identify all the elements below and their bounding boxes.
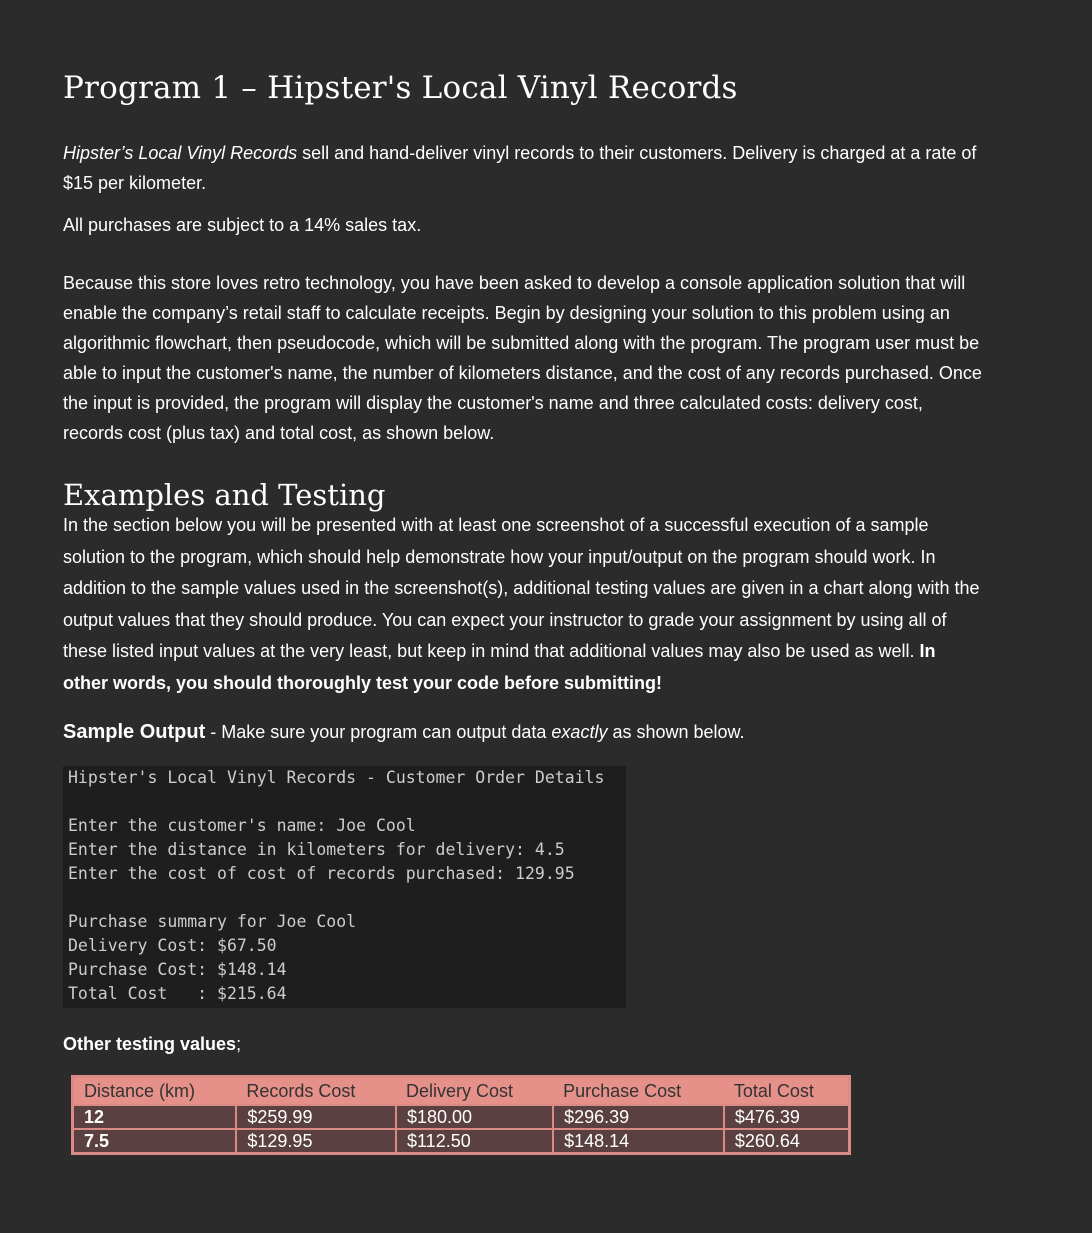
console-prompt-name: Enter the customer's name: Joe Cool xyxy=(68,816,416,835)
sample-output-line xyxy=(63,717,983,747)
sample-output-label: Sample Output xyxy=(63,721,206,743)
cell-total-cost: $260.64 xyxy=(724,1129,850,1154)
sample-output-text-after: as shown below. xyxy=(607,722,745,742)
header-delivery-cost: Delivery Cost xyxy=(396,1077,553,1106)
console-blank-line xyxy=(68,886,626,910)
cell-delivery-cost: $180.00 xyxy=(396,1105,553,1129)
cell-purchase-cost: $148.14 xyxy=(553,1129,724,1154)
console-header: Hipster's Local Vinyl Records - Customer Order Details xyxy=(68,768,605,787)
delivery-rate-text: sell and hand-deliver vinyl records to their customers. Delivery is charged at a rate of $15 per kilometer. xyxy=(63,143,977,193)
cell-purchase-cost: $296.39 xyxy=(553,1105,724,1129)
console-blank-line xyxy=(68,790,626,814)
console-purchase-cost: Purchase Cost: $148.14 xyxy=(68,960,287,979)
sample-output-emphasis: exactly xyxy=(551,722,608,742)
description-paragraph: Because this store loves retro technology, you have been asked to develop a console application solution that will enable the company’s retail staff to calculate receipts. Begin by designing your solution to this problem using an algorithmic flowchart, then pseudocode, which will be submitted along with the program. The program user must be able to input the customer's name, the number of kilometers distance, and the cost of any records purchased. Once the input is provided, the program will display the customer's name and three calculated costs: delivery cost, records cost (plus tax) and total cost, as shown below. xyxy=(63,273,982,443)
page-title: Program 1 – Hipster's Local Vinyl Records xyxy=(63,70,738,106)
console-prompt-cost: Enter the cost of cost of records purchased: 129.95 xyxy=(68,864,575,883)
header-records-cost: Records Cost xyxy=(236,1077,396,1106)
other-testing-label-text: Other testing values xyxy=(63,1034,237,1054)
cell-records-cost: $259.99 xyxy=(236,1105,396,1129)
examples-warning: In other words, you should thoroughly test your code before submitting! xyxy=(63,641,936,693)
header-total-cost: Total Cost xyxy=(724,1077,850,1106)
console-delivery-cost: Delivery Cost: $67.50 xyxy=(68,936,277,955)
table-row xyxy=(73,1105,850,1129)
sample-output-text-before: - Make sure your program can output data xyxy=(205,722,552,742)
console-screenshot xyxy=(63,766,626,1008)
testing-values-table xyxy=(71,1075,851,1155)
examples-body: In the section below you will be presented with at least one screenshot of a successful execution of a sample solution to the program, which should help demonstrate how your input/output on the program should work. In addition to the sample values used in the screenshot(s), additional testing values are given in a chart along with the output values that they should produce. You can expect your instructor to grade your assignment by using all of these listed input values at the very least, but keep in mind that additional values may also be used as well. xyxy=(63,515,980,661)
cell-records-cost: $129.95 xyxy=(236,1129,396,1154)
examples-paragraph xyxy=(63,510,983,699)
console-total-cost: Total Cost : $215.64 xyxy=(68,984,287,1003)
cell-delivery-cost: $112.50 xyxy=(396,1129,553,1154)
cell-distance: 12 xyxy=(73,1105,237,1129)
header-purchase-cost: Purchase Cost xyxy=(553,1077,724,1106)
other-testing-label xyxy=(63,1034,1092,1055)
console-summary: Purchase summary for Joe Cool xyxy=(68,912,357,931)
header-distance: Distance (km) xyxy=(73,1077,237,1106)
table-header-row xyxy=(73,1077,850,1106)
cell-distance: 7.5 xyxy=(73,1129,237,1154)
examples-heading: Examples and Testing xyxy=(63,478,386,512)
sales-tax-paragraph: All purchases are subject to a 14% sales tax. xyxy=(63,215,422,235)
store-name: Hipster’s Local Vinyl Records xyxy=(63,143,298,163)
console-prompt-distance: Enter the distance in kilometers for delivery: 4.5 xyxy=(68,840,565,859)
cell-total-cost: $476.39 xyxy=(724,1105,850,1129)
intro-paragraph xyxy=(63,138,983,198)
other-testing-label-suffix: ; xyxy=(236,1034,242,1054)
table-row xyxy=(73,1129,850,1154)
